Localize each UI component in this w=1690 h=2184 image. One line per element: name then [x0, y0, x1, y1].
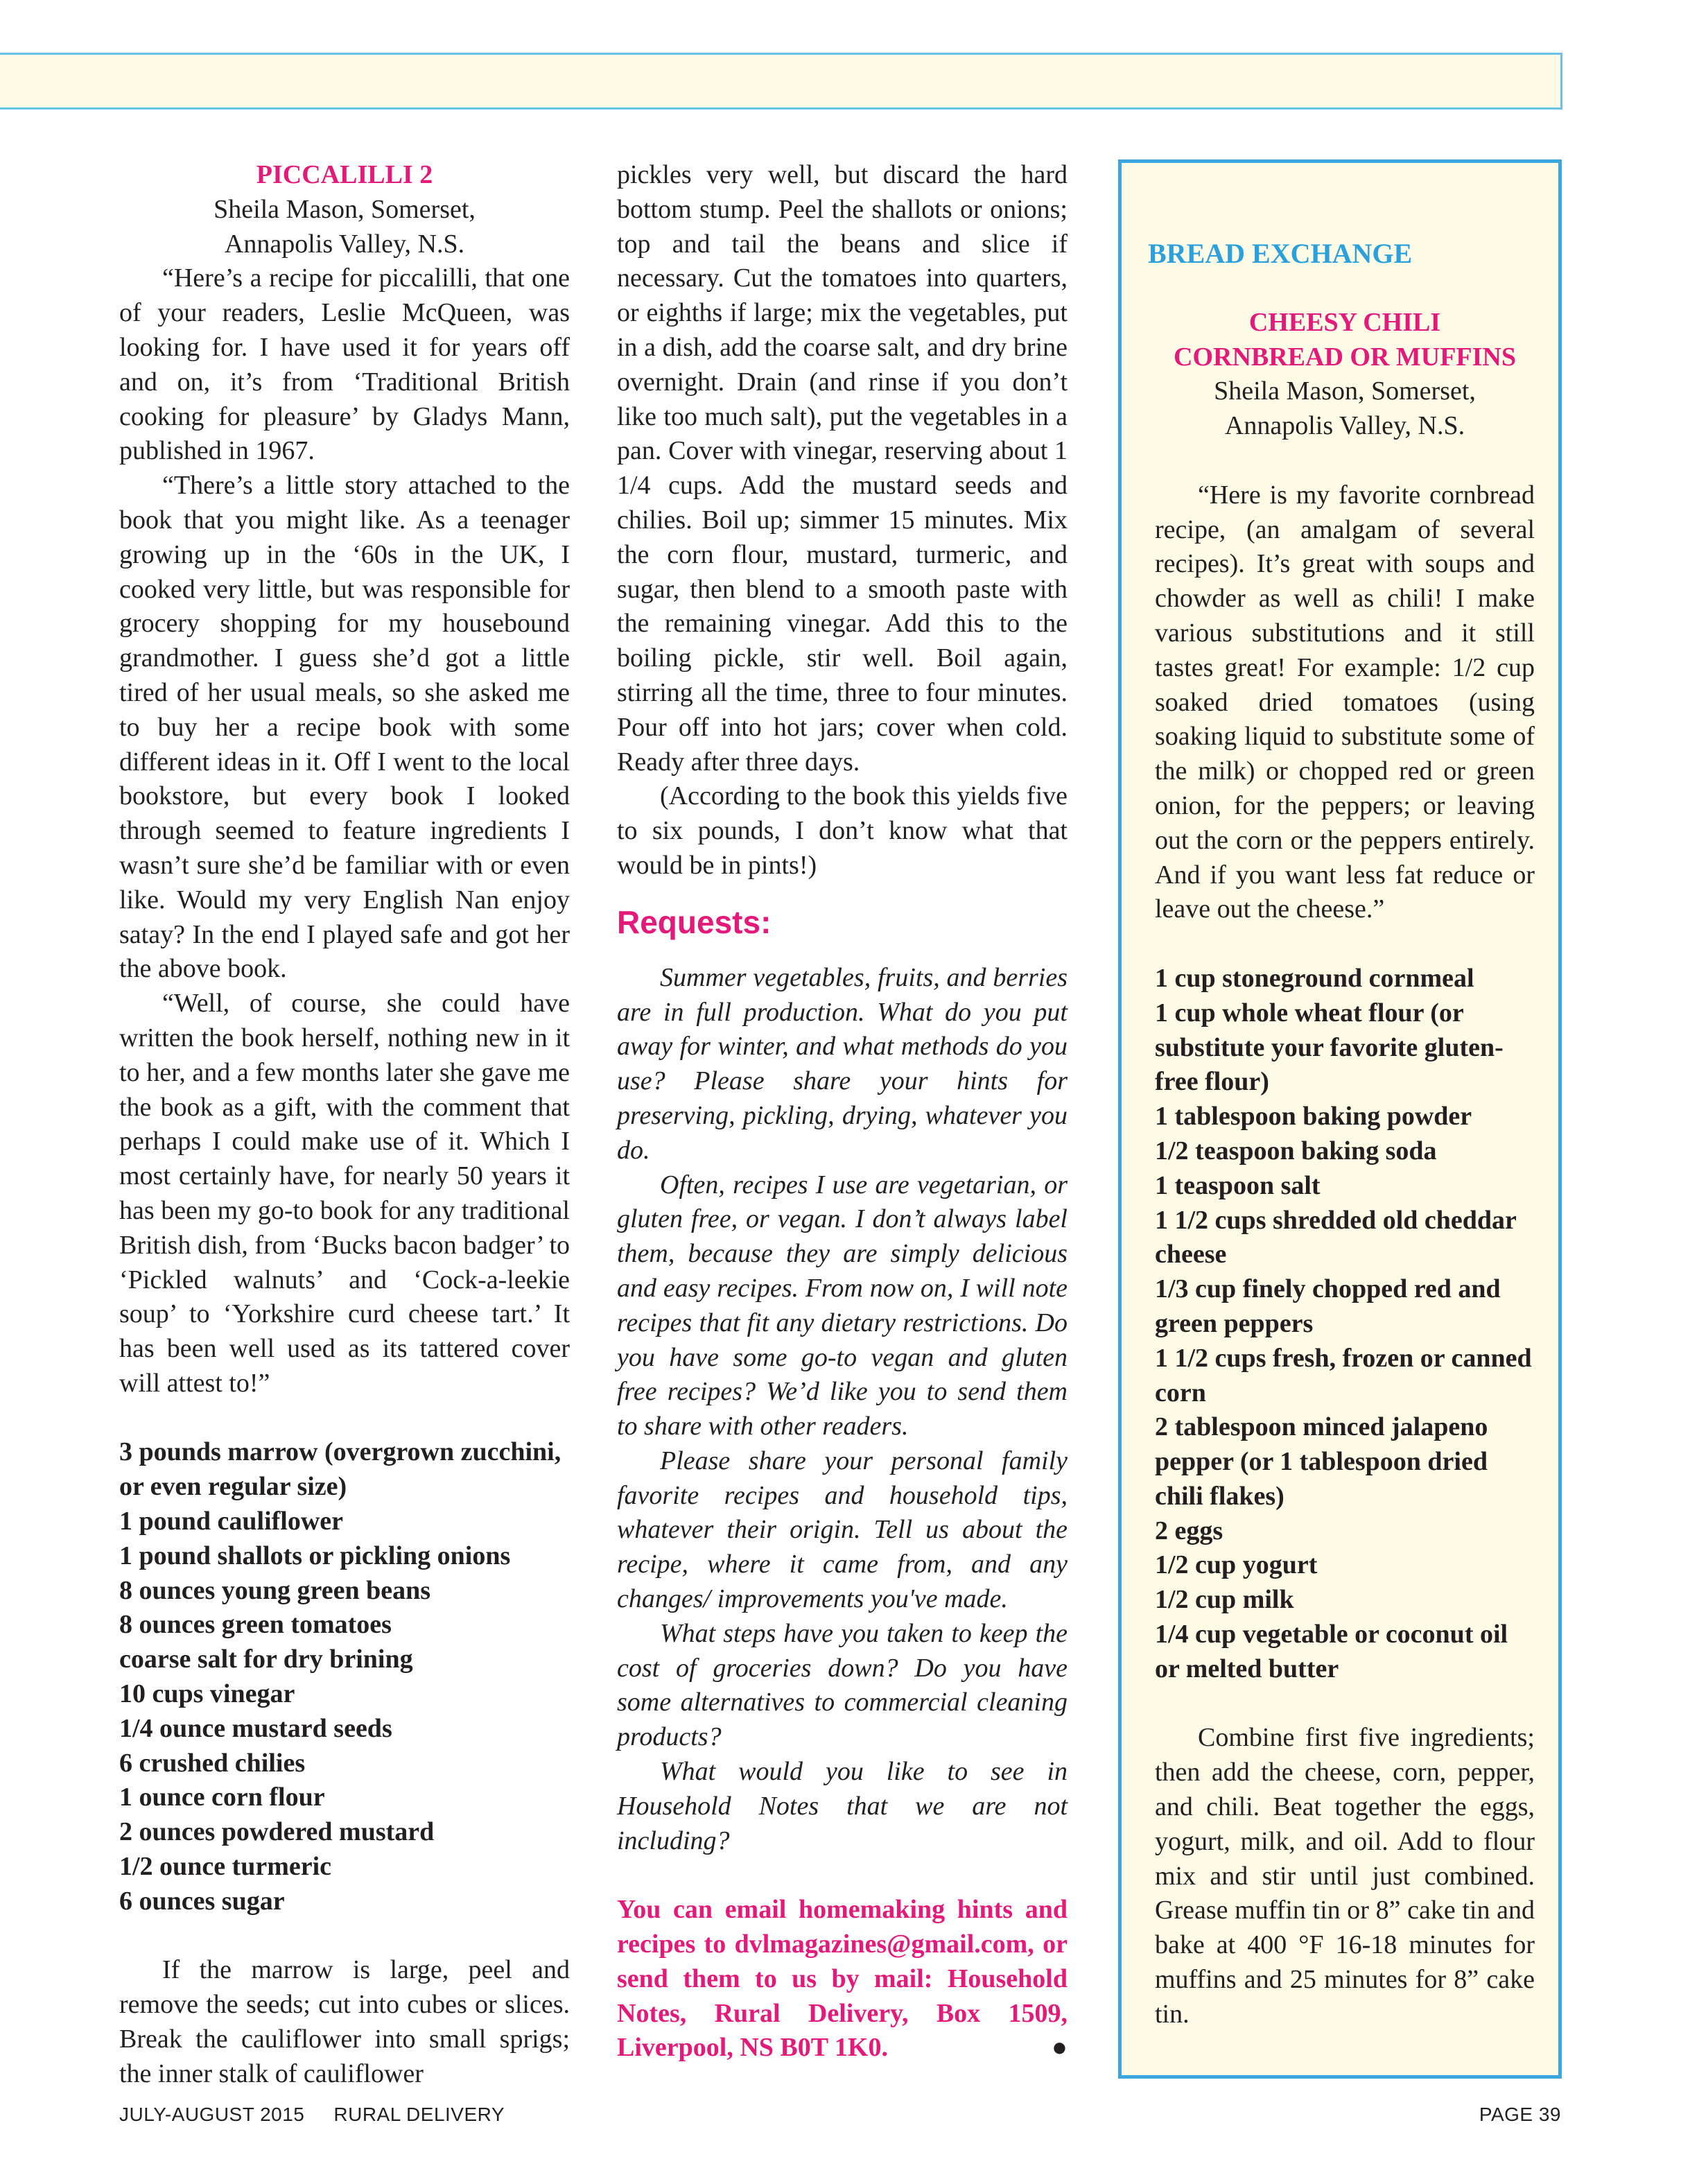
ingredient-item: 1/2 cup milk: [1155, 1585, 1294, 1615]
request-paragraph: What steps have you taken to keep the cost of groceries down? Do you have some alternatives to commercial cleaning products?: [617, 1618, 1068, 1752]
ingredient-item: 3 pounds marrow (overgrown zucchini, or even regular size): [119, 1437, 561, 1502]
magazine-name: RURAL DELIVERY: [333, 2104, 505, 2125]
ingredient-item: 2 eggs: [1155, 1516, 1223, 1545]
contact-info: [617, 1893, 1068, 2065]
ingredient-item: 1 tablespoon baking powder: [1155, 1102, 1472, 1132]
method-paragraph: If the marrow is large, peel and remove the seeds; cut into cubes or slices. Break the cauliflower into small sprigs; the inner stalk of cauliflower: [119, 1955, 570, 2088]
ingredient-item: coarse salt for dry brining: [119, 1645, 413, 1674]
ingredient-item: 1 teaspoon salt: [1155, 1170, 1321, 1200]
ingredient-item: 1 cup stoneground cornmeal: [1155, 963, 1474, 993]
ingredient-list: [1155, 962, 1535, 1687]
ingredient-item: 8 ounces young green beans: [119, 1575, 431, 1605]
footer-left: [119, 2104, 505, 2126]
method-paragraph: pickles very well, but discard the hard bottom stump. Peel the shallots or onions; top and tail the beans and slice if necessary. Cut the tomatoes into quarters, or eighths if large; mix the vegetables, put in a dish, add the coarse salt, and dry brine overnight. Drain (and rinse if you don’t like too much salt), put the vegetables in a pan. Cover with vinegar, reserving about 1 1/4 cups. Add the mustard seeds and chilies. Boil up; simmer 15 minutes. Mix the corn flour, mustard, turmeric, and sugar, then blend to a smooth paste with the remaining vinegar. Add this to the boiling pickle, stir well. Boil again, stirring all the time, three to four minutes. Pour off into hot jars; cover when cold. Ready after three days.: [617, 160, 1068, 777]
header-band: [0, 53, 1562, 110]
author-name: Sheila Mason, Somerset,: [1214, 376, 1476, 406]
ingredient-item: 6 ounces sugar: [119, 1886, 285, 1916]
ingredient-item: 1/2 ounce turmeric: [119, 1852, 332, 1882]
sidebar-recipe-title: CORNBREAD OR MUFFINS: [1174, 342, 1516, 372]
ingredient-item: 1/2 cup yogurt: [1155, 1550, 1318, 1580]
ingredient-item: 1 1/2 cups shredded old cheddar cheese: [1155, 1205, 1517, 1269]
bread-exchange-sidebar: [1118, 159, 1562, 2079]
requests-heading: Requests:: [617, 903, 772, 940]
yield-note: (According to the book this yields five to six pounds, I don’t know what that would be in pints!): [617, 781, 1068, 880]
ingredient-item: 8 ounces green tomatoes: [119, 1610, 392, 1640]
request-paragraph: Often, recipes I use are vegetarian, or gluten free, or vegan. I don’t always label them, because they are simply delicious and easy recipes. From now on, I will note recipes that fit any dietary restrictions. Do you have some go-to vegan and gluten free recipes? We’d like you to send them to share with other readers.: [617, 1170, 1068, 1441]
story-paragraph: “There’s a little story attached to the book that you might like. As a teenager growing up in the ‘60s in the UK, I cooked very little, but was responsible for grocery shopping for my housebound grandmother. I guess she’d got a little tired of her usual meals, so she asked me to buy her a recipe book with some different ideas in it. Off I went to the local bookstore, but every book I looked through seemed to feature ingredients I wasn’t sure she’d be familiar with or even like. Would my very English Nan enjoy satay? In the end I played safe and got her the above book.: [119, 471, 570, 984]
sidebar-recipe-title: CHEESY CHILI: [1248, 307, 1441, 337]
ingredient-item: 1/2 teaspoon baking soda: [1155, 1136, 1437, 1165]
story-paragraph: “Here’s a recipe for piccalilli, that one of your readers, Leslie McQueen, was looking for. I have used it for years off and on, it’s from ‘Traditional British cooking for pleasure’ by Gladys Mann, published in 1967.: [119, 263, 570, 466]
ingredient-item: 1 pound cauliflower: [119, 1507, 344, 1536]
ingredient-item: 1 1/2 cups fresh, frozen or canned corn: [1155, 1343, 1532, 1407]
ingredient-item: 1 cup whole wheat flour (or substitute your favorite gluten-free flour): [1155, 998, 1504, 1097]
author-location: Annapolis Valley, N.S.: [1224, 411, 1465, 441]
contact-text: You can email homemaking hints and recipes to dvlmagazines@gmail.com, or send them to us by mail: Household Notes, Rural Delivery, Box 1509, Liverpool, NS B0T 1K0.: [617, 1895, 1068, 2063]
request-paragraph: What would you like to see in Household Notes that we are not including?: [617, 1757, 1068, 1855]
ingredient-item: 1 ounce corn flour: [119, 1783, 325, 1812]
ingredient-item: 1/4 cup vegetable or coconut oil or melted butter: [1155, 1620, 1508, 1683]
issue-date: JULY-AUGUST 2015: [119, 2104, 305, 2125]
story-paragraph: “Well, of course, she could have written the book herself, nothing new in it to her, and a few months later she gave me the book as a gift, with the comment that perhaps I could make use of it. Which I most certainly have, for nearly 50 years it has been my go-to book for any traditional British dish, from ‘Bucks bacon badger’ to ‘Pickled walnuts’ and ‘Cock-a-leekie soup’ to ‘Yorkshire curd cheese tart.’ It has been well used as its tattered cover will attest to!”: [119, 989, 570, 1398]
ingredient-item: 1/3 cup finely chopped red and green peppers: [1155, 1274, 1501, 1338]
column-left: [119, 158, 570, 2092]
ingredient-item: 1/4 ounce mustard seeds: [119, 1713, 392, 1743]
request-paragraph: Please share your personal family favorite recipes and household tips, whatever their origin. Tell us about the recipe, where it came from, and any changes/ improvements you've made.: [617, 1446, 1068, 1614]
author-name: Sheila Mason, Somerset,: [214, 194, 476, 224]
ingredient-item: 10 cups vinegar: [119, 1679, 295, 1709]
ingredient-list: [119, 1435, 570, 1918]
intro-paragraph: “Here is my favorite cornbread recipe, (an amalgam of several recipes). It’s great with soups and chowder as well as chili! I make various substitutions and it still tastes great! For example: 1/2 cup soaked dried tomatoes (using soaking liquid to substitute some of the milk) or chopped red or green onion, for the peppers; or leaving out the corn or the peppers entirely. And if you want less fat reduce or leave out the cheese.”: [1155, 480, 1535, 924]
sidebar-heading: BREAD EXCHANGE: [1148, 238, 1413, 269]
method-paragraph: Combine first five ingredients; then add the cheese, corn, pepper, and chili. Beat together the eggs, yogurt, milk, and oil. Add to flour mix and stir until just combined. Grease muffin tin or 8” cake tin and bake at 400 °F 16-18 minutes for muffins and 25 minutes for 8” cake tin.: [1155, 1723, 1535, 2029]
end-mark-icon: ●: [1052, 2033, 1068, 2063]
ingredient-item: 2 tablespoon minced jalapeno pepper (or 1 tablespoon dried chili flakes): [1155, 1412, 1488, 1511]
ingredient-item: 1 pound shallots or pickling onions: [119, 1541, 511, 1570]
recipe-title: PICCALILLI 2: [256, 160, 433, 189]
author-location: Annapolis Valley, N.S.: [224, 229, 465, 259]
request-paragraph: Summer vegetables, fruits, and berries are in full production. What do you put away for winter, and what methods do you use? Please share your hints for preserving, pickling, drying, whatever you do.: [617, 962, 1068, 1165]
ingredient-item: 6 crushed chilies: [119, 1748, 306, 1778]
ingredient-item: 2 ounces powdered mustard: [119, 1817, 435, 1847]
column-middle: [617, 158, 1068, 2065]
page-number: PAGE 39: [1479, 2104, 1561, 2125]
